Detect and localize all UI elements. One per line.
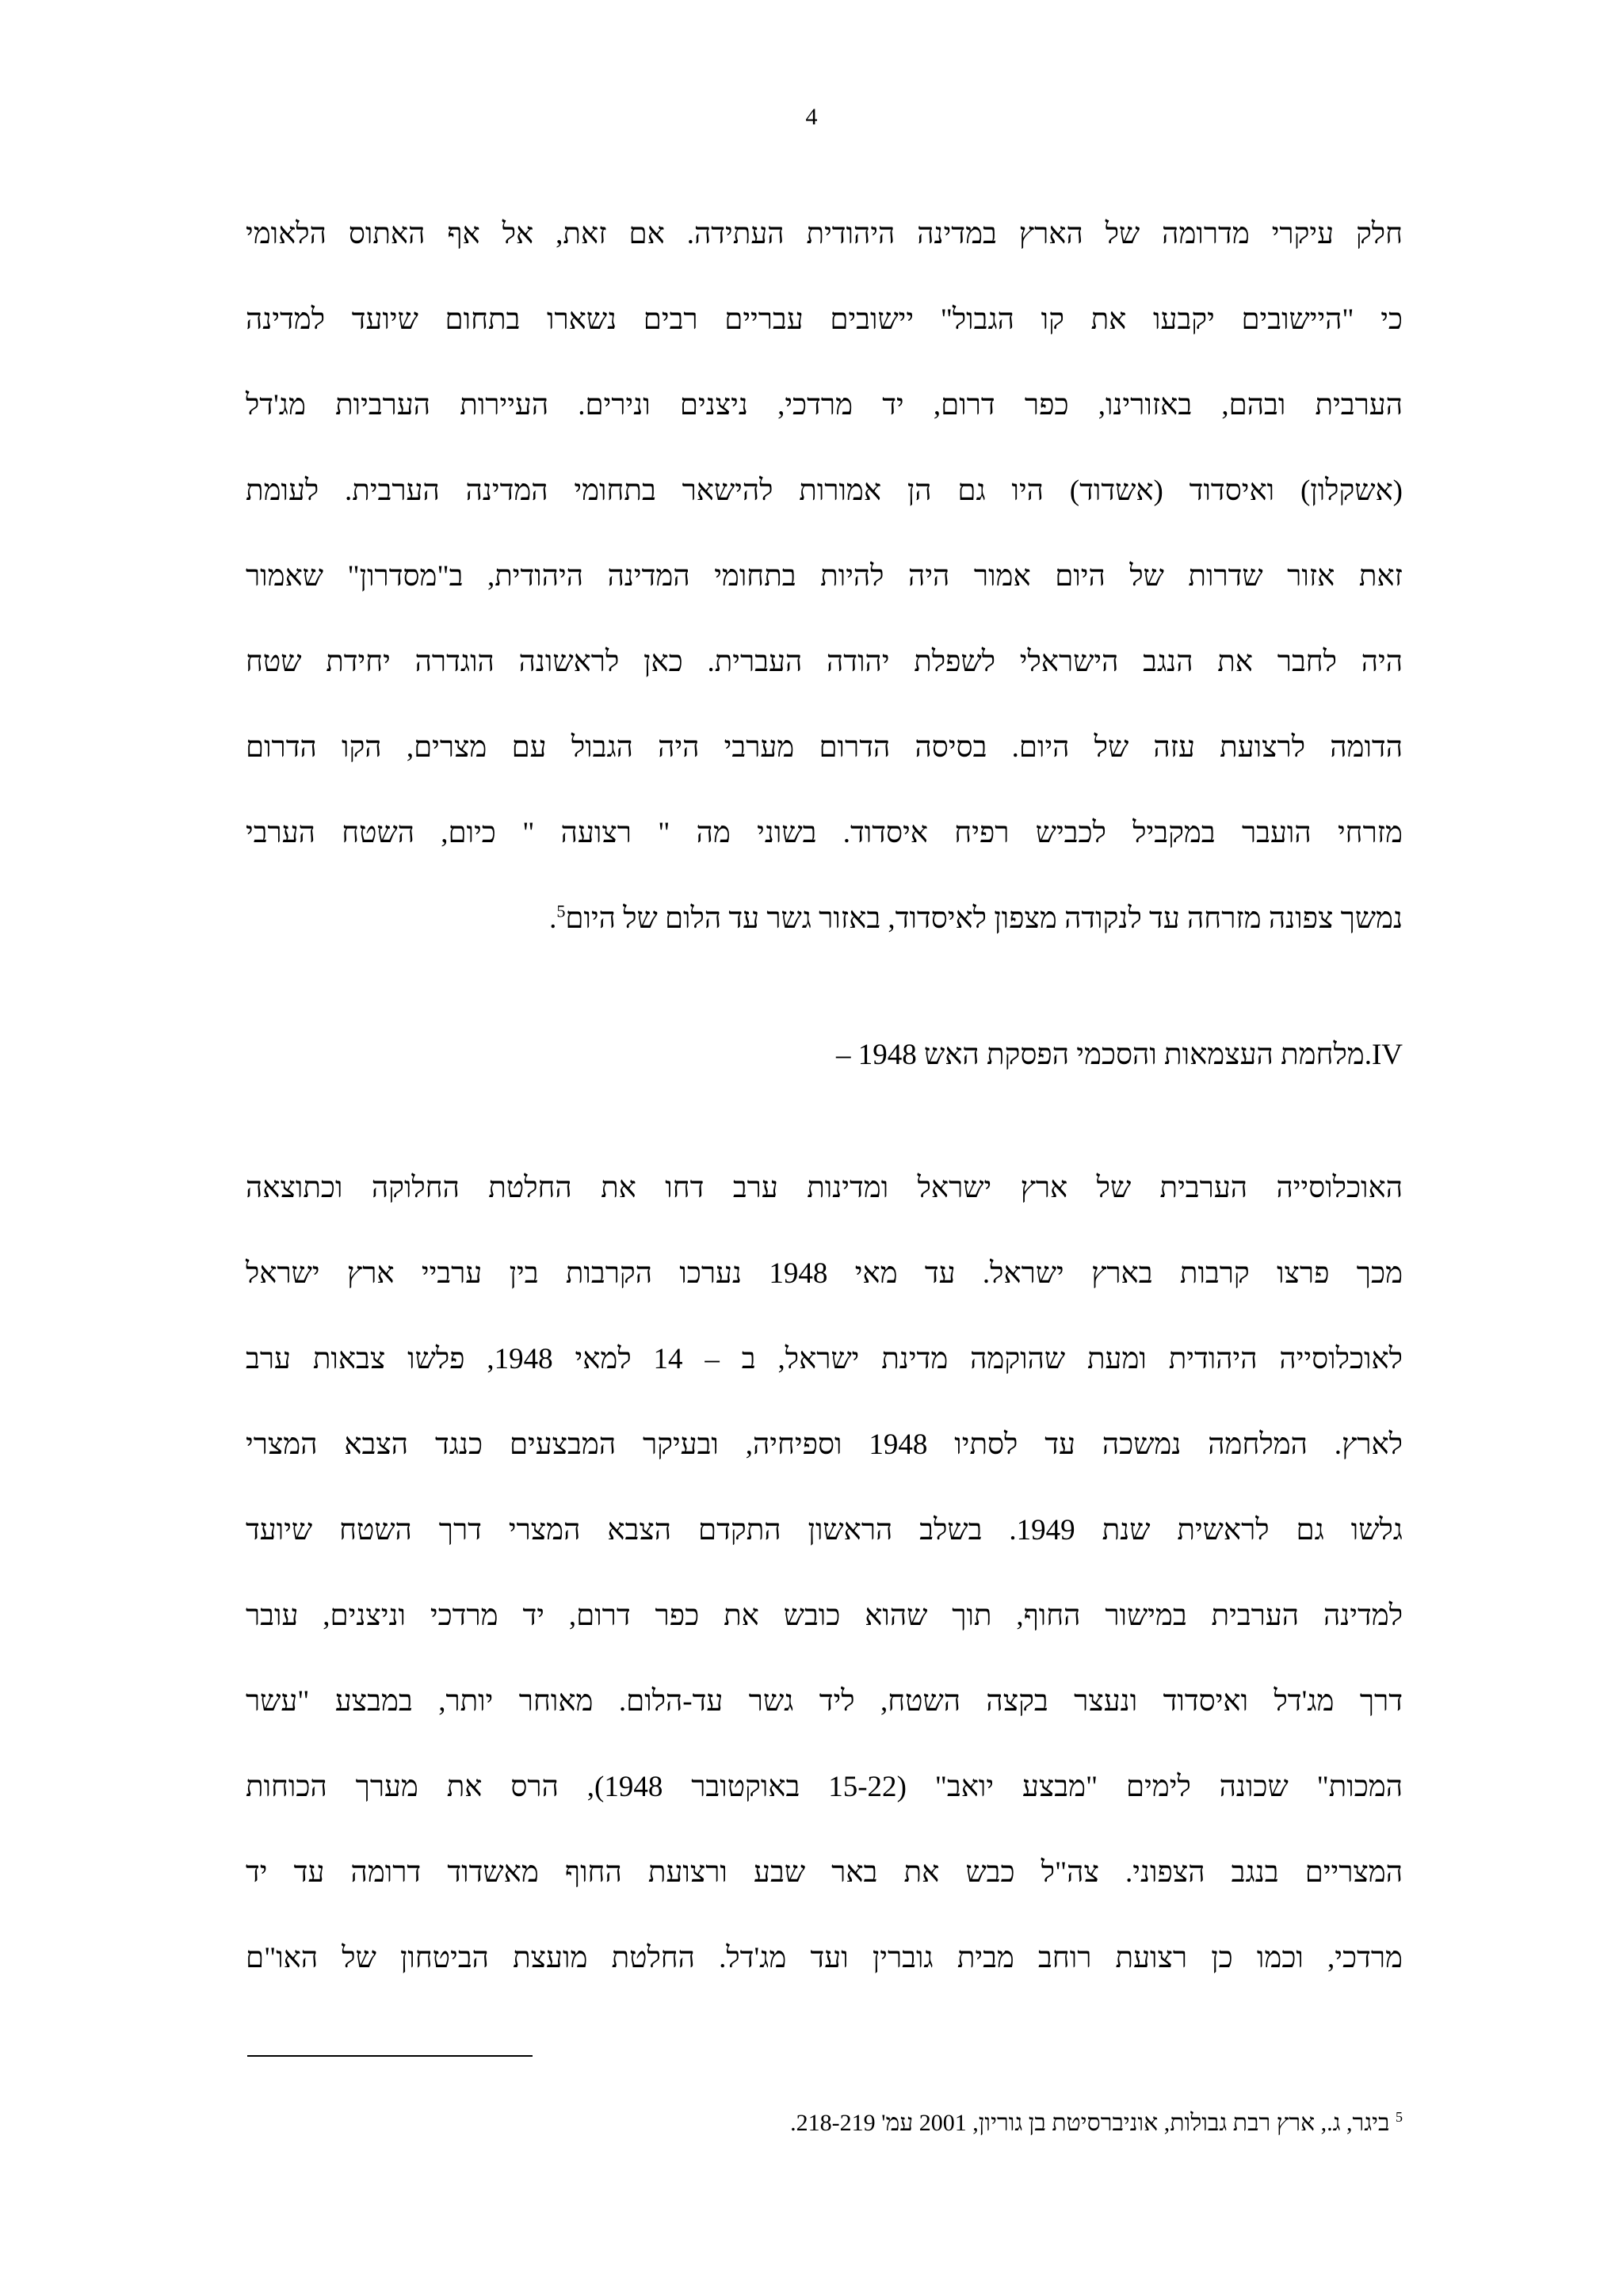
paragraph-line: למדינה הערבית במישור החוף, תוך שהוא כובש את כפר דרום, יד מרדכי וניצנים, עובר: [246, 1600, 1403, 1632]
footnote-reference: 5: [556, 901, 566, 921]
paragraph-line: מרדכי, וכמו כן רצועת רוחב מבית גוברין ועד מג'דל. החלטת מועצת הביטחון של האו"ם: [246, 1942, 1403, 1974]
page-number: 4: [805, 104, 818, 130]
paragraph-line: הדומה לרצועת עזה של היום. בסיסה הדרום מערבי היה הגבול עם מצרים, הקו הדרום: [246, 731, 1403, 764]
paragraph-line: היה לחבר את הנגב הישראלי לשפלת יהודה העברית. כאן לראשונה הוגדרה יחידת שטח: [246, 646, 1403, 678]
paragraph-line: כי "היישובים יקבעו את קו הגבול" יישובים עבריים רבים נשארו בתחום שיועד למדינה: [246, 303, 1403, 336]
paragraph-war-of-independence: [246, 1173, 1403, 2028]
paragraph-line: המצריים בנגב הצפוני. צה"ל כבש את באר שבע ורצועת החוף מאשדוד דרומה עד יד: [246, 1856, 1403, 1889]
paragraph-line: מזרחי הועבר במקביל לכביש רפיח איסדוד. בשוני מה " רצועה " כיום, השטח הערבי: [246, 817, 1403, 849]
paragraph-last-line-text: נמשך צפונה מזרחה עד לנקודה מצפון לאיסדוד, באזור גשר עד הלום של היום: [565, 902, 1403, 935]
footnote: [246, 2107, 1403, 2139]
paragraph-line: דרך מג'דל ואיסדוד ונעצר בקצה השטח, ליד גשר עד-הלום. מאוחר יותר, במבצע "עשר: [246, 1685, 1403, 1718]
footnote-marker: 5: [1396, 2109, 1403, 2125]
paragraph-line: האוכלוסייה הערבית של ארץ ישראל ומדינות ערב דחו את החלטת החלוקה וכתוצאה: [246, 1172, 1403, 1204]
paragraph-line: גלשו גם לראשית שנת 1949. בשלב הראשון התקדם הצבא המצרי דרך השטח שיועד: [246, 1514, 1403, 1547]
paragraph-line: לארץ. המלחמה נמשכה עד לסתיו 1948 וספיחיה, ובעיקר המבצעים כנגד הצבא המצרי: [246, 1428, 1403, 1461]
paragraph-line: המכות" שכונה לימים "מבצע יואב" (15-22 באוקטובר 1948), הרס את מערך הכוחות: [246, 1771, 1403, 1803]
paragraph-last-line-period: .: [549, 902, 557, 935]
paragraph-partition-plan: [246, 219, 1403, 989]
footnote-separator: [247, 2055, 533, 2057]
paragraph-line: לאוכלוסייה היהודית ומעת שהוקמה מדינת ישראל, ב – 14 למאי 1948, פלשו צבאות ערב: [246, 1343, 1403, 1375]
footnote-text: ביגר, ג., ארץ רבת גבולות, אוניברסיטת בן גוריון, 2001 עמ' 218-219.: [790, 2110, 1396, 2136]
paragraph-line: מכך פרצו קרבות בארץ ישראל. עד מאי 1948 נערכו הקרבות בין ערביי ארץ ישראל: [246, 1257, 1403, 1290]
paragraph-line: (אשקלון) ואיסדוד (אשדוד) היו גם הן אמורות להישאר בתחומי המדינה הערבית. לעומת: [246, 475, 1403, 507]
paragraph-line: זאת אזור שדרות של היום אמור היה להיות בתחומי המדינה היהודית, ב"מסדרון" שאמור: [246, 560, 1403, 593]
paragraph-line: הערבית ובהם, באזורינו, כפר דרום, יד מרדכי, ניצנים ונירים. העיירות הערביות מג'דל: [246, 389, 1403, 421]
section-heading: IV.מלחמת העצמאות והסכמי הפסקת האש 1948 –: [836, 1039, 1403, 1071]
paragraph-last-line: [246, 903, 1403, 989]
paragraph-line: חלק עיקרי מדרומה של הארץ במדינה היהודית העתידה. אם זאת, אל אף האתוס הלאומי: [246, 218, 1403, 250]
